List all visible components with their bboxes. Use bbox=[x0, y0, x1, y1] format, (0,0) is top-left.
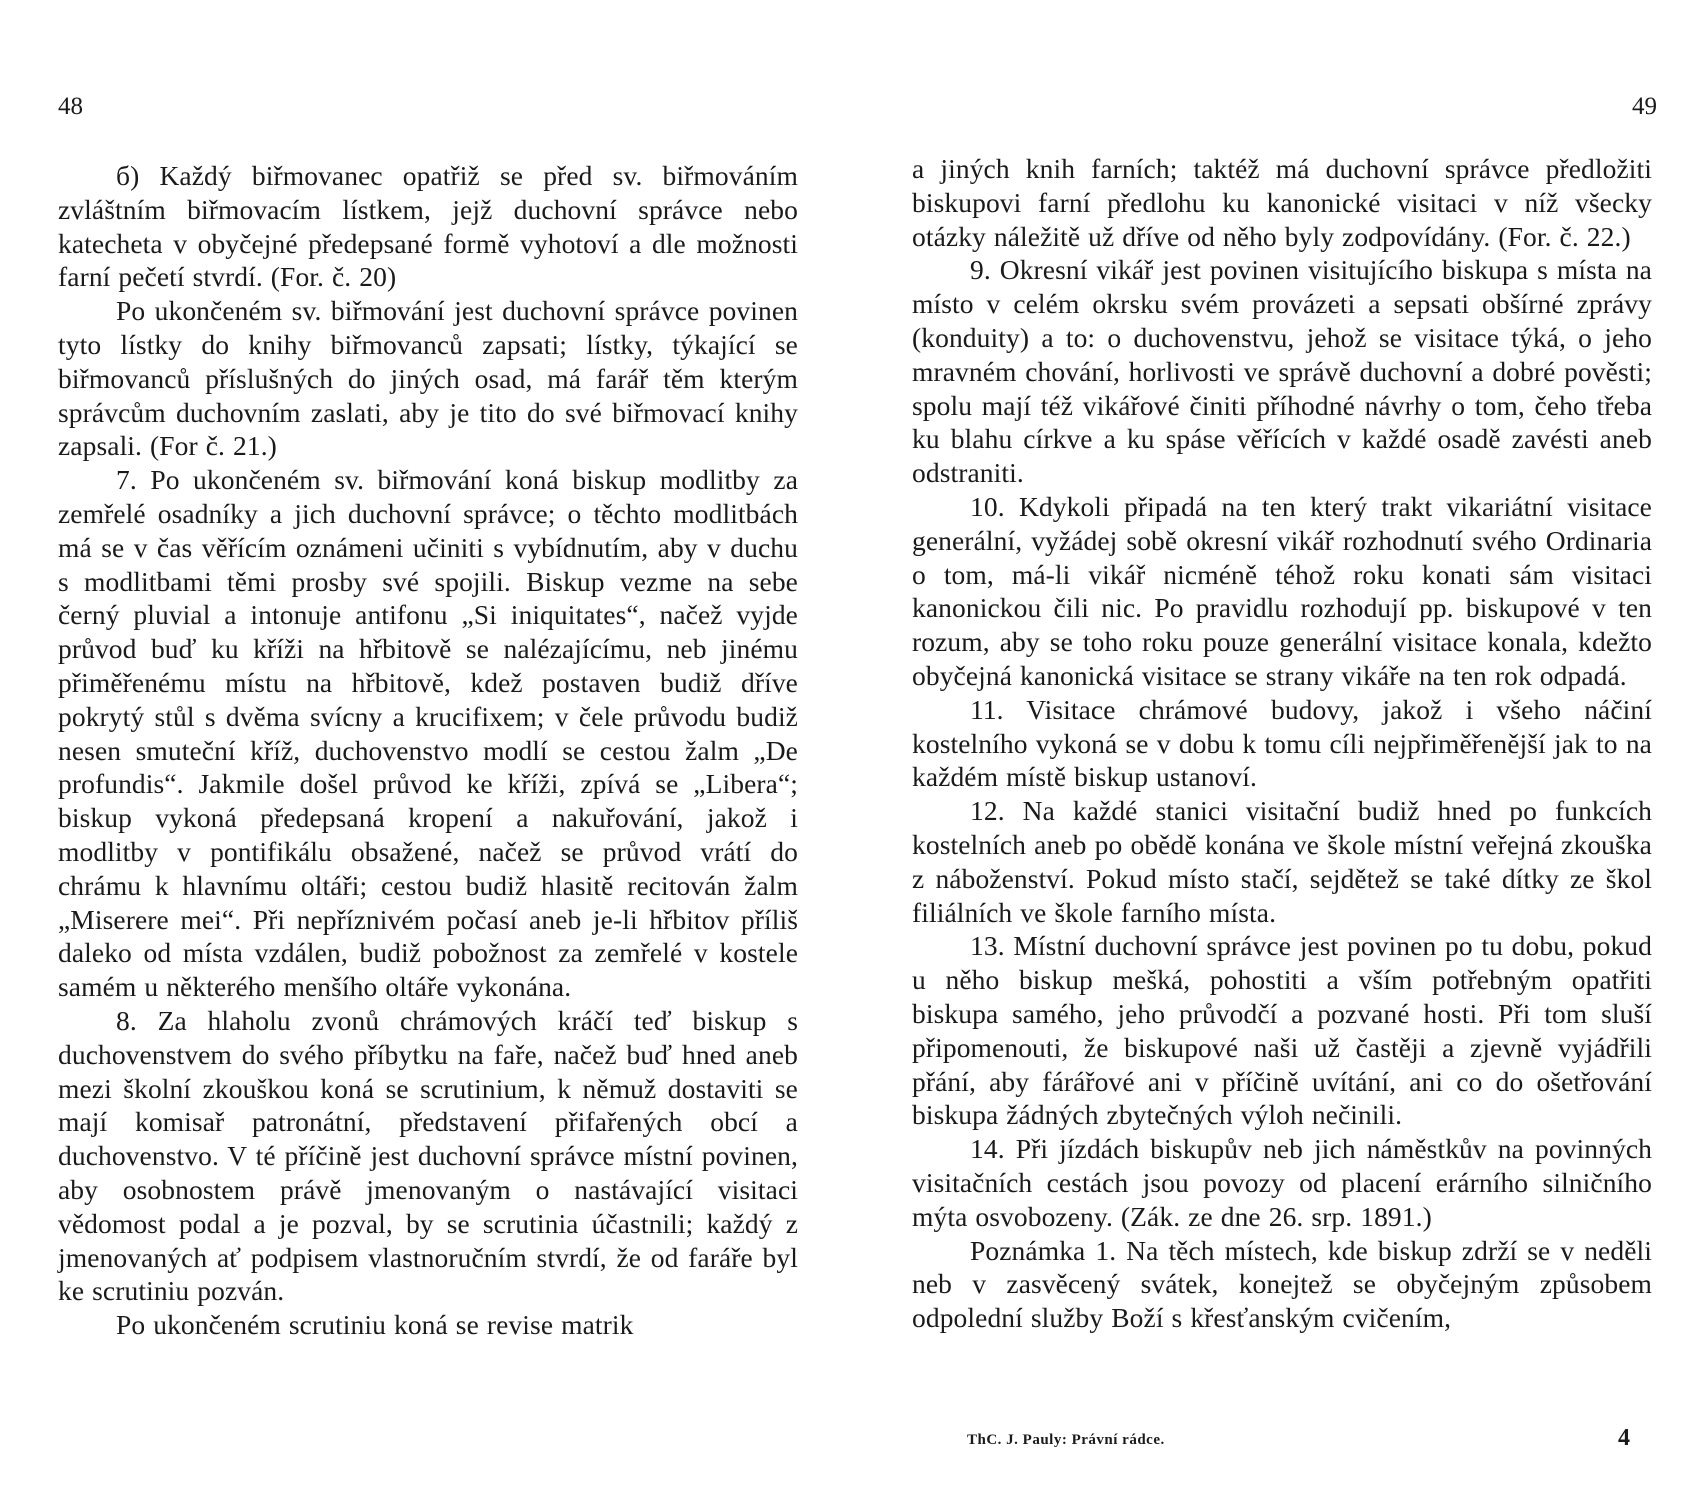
paragraph: 7. Po ukončeném sv. biřmování koná biskup modlitby za zemřelé osadníky a jich duchovní správce; o těchto modlitbách má se v čas věřícím oznámeni učiniti s vybídnutím, aby v duchu s modlitbami těmi prosby své spojili. Biskup vezme na sebe černý pluvial a intonuje antifonu „Si iniquitates“, načež vyjde průvod buď ku kříži na hřbitově se nalézajícímu, neb jinému přiměřenému místu na hřbitově, kdež postaven budiž dříve pokrytý stůl s dvěma svícny a krucifixem; v čele průvodu budiž nesen smuteční kříž, duchovenstvo modlí se cestou žalm „De profundis“. Jakmile došel průvod ke kříži, zpívá se „Libera“; biskup vykoná předepsaná kropení a nakuřování, jakož i modlitby v pontifikálu obsažené, načež se průvod vrátí do chrámu k hlavnímu oltáři; cestou budiž hlasitě recitován žalm „Miserere mei“. Při nepříznivém počasí aneb je-li hřbitov příliš daleko od místa vzdálen, budiž pobožnost za zemřelé v kostele samém u některého menšího oltáře vykonána. bbox=[58, 464, 798, 1003]
footer-signature: ThC. J. Pauly: Právní rádce. bbox=[967, 1432, 1165, 1448]
page-number: 49 bbox=[1632, 93, 1657, 120]
paragraph: a jiných knih farních; taktéž má duchovní správce předložiti biskupovi farní předlohu ku kanonické visitaci v níž všecky otázky náležitě už dříve od něho byly zodpovídány. (For. č. 22.) bbox=[912, 153, 1652, 252]
paragraph: 14. Při jízdách biskupův neb jich náměstkův na povinných visitačních cestách jsou povozy od placení erárního silničního mýta osvobozeny. (Zák. ze dne 26. srp. 1891.) bbox=[912, 1133, 1652, 1232]
signature-mark: 4 bbox=[1618, 1425, 1630, 1451]
body-text bbox=[58, 159, 798, 1342]
paragraph: Po ukončeném scrutiniu koná se revise matrik bbox=[116, 1309, 634, 1341]
paragraph: б) Každý biřmovanec opatřiž se před sv. biřmováním zvláštním biřmovacím lístkem, jejž duchovní správce nebo katecheta v obyčejné předepsané formě vyhotoví a dle možnosti farní pečetí stvrdí. (For. č. 20) bbox=[58, 160, 798, 293]
body-text bbox=[912, 152, 1652, 1335]
paragraph: 8. Za hlaholu zvonů chrámových kráčí teď biskup s duchovenstvem do svého příbytku na faře, načež buď hned aneb mezi školní zkouškou koná se scrutinium, k němuž dostaviti se mají komisař patronátní, představení přifařených obcí a duchovenstvo. V té příčině jest duchovní správce místní povinen, aby osobnostem právě jmenovaným o nastávající visitaci vědomost podal a je pozval, by se scrutinia účastnili; každý z jmenovaných ať podpisem vlastnoručním stvrdí, že od faráře byl ke scrutiniu pozván. bbox=[58, 1004, 798, 1307]
page-number: 48 bbox=[58, 93, 83, 120]
right-page bbox=[850, 0, 1700, 1500]
paragraph: 13. Místní duchovní správce jest povinen po tu dobu, pokud u něho biskup mešká, pohostiti a vším potřebným opatřiti biskupa samého, jeho průvodčí a pozvané hosti. Při tom sluší připomenouti, že biskupové naši už častěji a zjevně vyjádřili přání, aby fárářové ani v příčině uvítání, ani co do ošetřování biskupa žádných zbytečných výloh nečinili. bbox=[912, 930, 1652, 1131]
paragraph: 12. Na každé stanici visitační budiž hned po funkcích kostelních aneb po obědě konána ve škole místní veřejná zkouška z náboženství. Pokud místo stačí, sejdětež se také dítky ze škol filiálních ve škole farního místa. bbox=[912, 795, 1652, 928]
paragraph: 10. Kdykoli připadá na ten který trakt vikariátní visitace generální, vyžádej sobě okresní vikář rozhodnutí svého Ordinaria o tom, má-li vikář nicméně téhož roku konati sám visitaci kanonickou čili nic. Po pravidlu rozhodují pp. biskupové v ten rozum, aby se toho roku pouze generální visitace konala, kdežto obyčejná kanonická visitace se strany vikáře na ten rok odpadá. bbox=[912, 490, 1652, 691]
paragraph: 9. Okresní vikář jest povinen visitujícího biskupa s místa na místo v celém okrsku svém provázeti a sepsati obšírné zprávy (konduity) a to: o duchovenstvu, jehož se visitace týká, o jeho mravném chování, horlivosti ve správě duchovní a dobré pověsti; spolu mají též vikářové činiti příhodné návrhy o tom, čeho třeba ku blahu církve a ku spáse věřících v každé osadě zavésti aneb odstraniti. bbox=[912, 254, 1652, 489]
paragraph: 11. Visitace chrámové budovy, jakož i všeho náčiní kostelního vykoná se v dobu k tomu cíli nejpřiměřenější jak to na každém místě biskup ustanoví. bbox=[912, 693, 1652, 793]
paragraph: Po ukončeném sv. biřmování jest duchovní správce povinen tyto lístky do knihy biřmovanců zapsati; lístky, týkající se biřmovanců příslušných do jiných osad, má farář těm kterým správcům duchovním zaslati, aby je tito do své biřmovací knihy zapsali. (For č. 21.) bbox=[58, 295, 798, 462]
paragraph: Poznámka 1. Na těch místech, kde biskup zdrží se v neděli neb v zasvěcený svátek, konejtež se obyčejným způsobem odpolední služby Boží s křesťanským cvičením, bbox=[912, 1234, 1652, 1334]
